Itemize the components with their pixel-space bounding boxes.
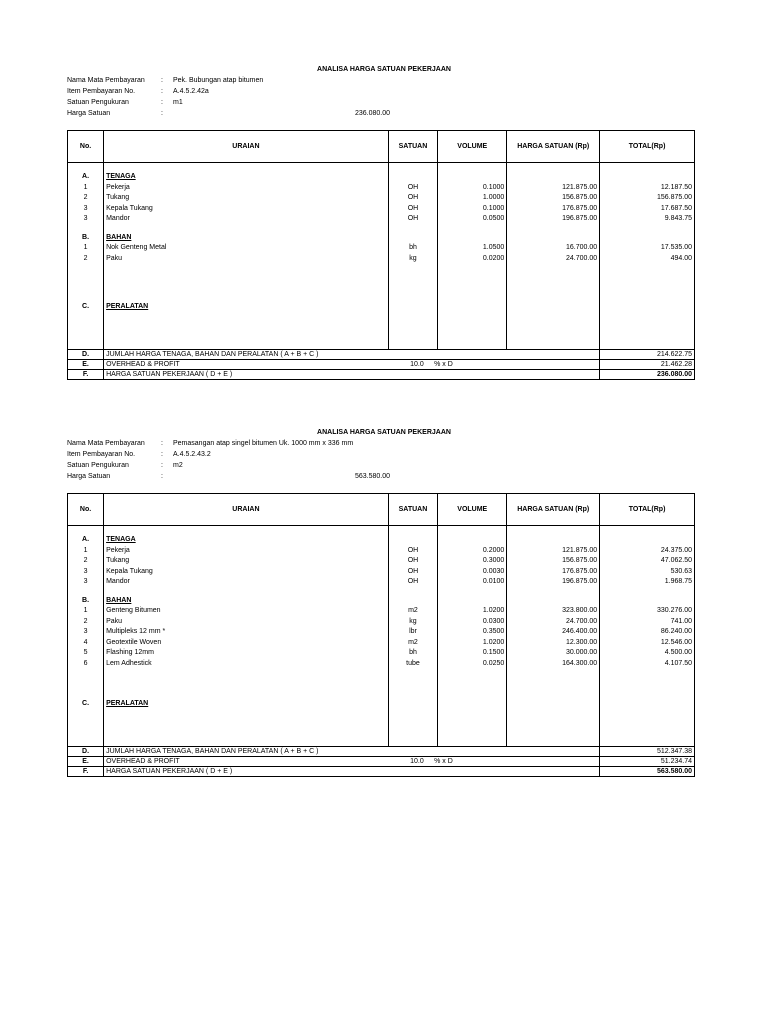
item-total: 12.187.50 bbox=[600, 183, 695, 194]
item-total: 4.500.00 bbox=[600, 648, 695, 659]
column-header: No. bbox=[68, 494, 104, 526]
item-volume: 0.3000 bbox=[438, 556, 507, 567]
item-description: Paku bbox=[104, 254, 389, 265]
header-colon: : bbox=[161, 88, 163, 95]
item-volume: 0.1000 bbox=[438, 183, 507, 194]
summary-total: 51.234.74 bbox=[600, 756, 695, 766]
summary-no: D. bbox=[68, 746, 104, 756]
section-name: BAHAN bbox=[104, 596, 389, 607]
item-volume: 0.0500 bbox=[438, 214, 507, 225]
item-description: Pekerja bbox=[104, 546, 389, 557]
summary-label-text: HARGA SATUAN PEKERJAAN ( D + E ) bbox=[106, 767, 233, 775]
summary-total: 236.080.00 bbox=[600, 369, 695, 379]
summary-no: F. bbox=[68, 766, 104, 776]
header-value: Pemasangan atap singel bitumen Uk. 1000 mm x 336 mm bbox=[173, 440, 354, 447]
item-row bbox=[68, 214, 695, 225]
item-unit: OH bbox=[388, 546, 438, 557]
cost-analysis-table bbox=[67, 130, 695, 380]
item-unit: OH bbox=[388, 183, 438, 194]
item-volume: 0.2000 bbox=[438, 546, 507, 557]
item-description: Genteng Bitumen bbox=[104, 606, 389, 617]
item-unit-price: 323.800.00 bbox=[507, 606, 600, 617]
item-volume: 0.0100 bbox=[438, 577, 507, 588]
table-header-row bbox=[68, 494, 695, 526]
section-no: A. bbox=[68, 535, 104, 546]
spacer-row bbox=[68, 313, 695, 350]
header-value: 563.580.00 bbox=[355, 473, 391, 480]
item-unit: tube bbox=[388, 659, 438, 670]
item-description: Tukang bbox=[104, 556, 389, 567]
item-no: 2 bbox=[68, 254, 104, 265]
overhead-percent: 10.0 bbox=[410, 757, 424, 765]
item-unit-price: 121.875.00 bbox=[507, 546, 600, 557]
sheet-title: ANALISA HARGA SATUAN PEKERJAAN bbox=[317, 66, 451, 73]
column-header: VOLUME bbox=[438, 131, 507, 163]
header-colon: : bbox=[161, 451, 163, 458]
item-unit-price: 30.000.00 bbox=[507, 648, 600, 659]
section-row bbox=[68, 596, 695, 607]
item-volume: 0.0200 bbox=[438, 254, 507, 265]
cost-analysis-table bbox=[67, 493, 695, 777]
header-value: m1 bbox=[173, 99, 183, 106]
section-no: C. bbox=[68, 699, 104, 710]
overhead-percent-text: % x D bbox=[434, 757, 453, 765]
header-value: A.4.5.2.43.2 bbox=[173, 451, 211, 458]
item-row bbox=[68, 183, 695, 194]
item-unit-price: 196.875.00 bbox=[507, 214, 600, 225]
column-header: SATUAN bbox=[388, 494, 438, 526]
item-no: 3 bbox=[68, 214, 104, 225]
item-volume: 0.1500 bbox=[438, 648, 507, 659]
item-unit: OH bbox=[388, 556, 438, 567]
summary-label bbox=[104, 746, 600, 756]
summary-label-text: JUMLAH HARGA TENAGA, BAHAN DAN PERALATAN ( A + B + C ) bbox=[106, 747, 319, 755]
item-unit-price: 164.300.00 bbox=[507, 659, 600, 670]
summary-total: 214.622.75 bbox=[600, 349, 695, 359]
item-no: 1 bbox=[68, 546, 104, 557]
item-row bbox=[68, 648, 695, 659]
item-no: 2 bbox=[68, 617, 104, 628]
item-total: 9.843.75 bbox=[600, 214, 695, 225]
item-no: 1 bbox=[68, 243, 104, 254]
item-row bbox=[68, 577, 695, 588]
section-row bbox=[68, 233, 695, 244]
item-unit-price: 176.875.00 bbox=[507, 204, 600, 215]
section-row bbox=[68, 302, 695, 313]
header-value: Pek. Bubungan atap bitumen bbox=[173, 77, 264, 84]
item-no: 3 bbox=[68, 204, 104, 215]
item-description: Mandor bbox=[104, 214, 389, 225]
item-total: 86.240.00 bbox=[600, 627, 695, 638]
header-label: Nama Mata Pembayaran bbox=[67, 440, 145, 447]
item-total: 12.546.00 bbox=[600, 638, 695, 649]
item-unit: OH bbox=[388, 567, 438, 578]
item-total: 47.062.50 bbox=[600, 556, 695, 567]
item-unit-price: 24.700.00 bbox=[507, 254, 600, 265]
item-no: 3 bbox=[68, 577, 104, 588]
item-row bbox=[68, 606, 695, 617]
section-row bbox=[68, 535, 695, 546]
item-row bbox=[68, 627, 695, 638]
item-unit: OH bbox=[388, 214, 438, 225]
item-description: Nok Genteng Metal bbox=[104, 243, 389, 254]
item-row bbox=[68, 243, 695, 254]
header-value: 236.080.00 bbox=[355, 110, 391, 117]
item-unit-price: 24.700.00 bbox=[507, 617, 600, 628]
item-total: 17.687.50 bbox=[600, 204, 695, 215]
item-no: 1 bbox=[68, 183, 104, 194]
item-volume: 0.3500 bbox=[438, 627, 507, 638]
header-label: Harga Satuan bbox=[67, 473, 111, 480]
summary-total: 512.347.38 bbox=[600, 746, 695, 756]
item-description: Kepala Tukang bbox=[104, 204, 389, 215]
item-total: 330.276.00 bbox=[600, 606, 695, 617]
column-header: URAIAN bbox=[104, 131, 389, 163]
summary-label bbox=[104, 766, 600, 776]
item-row bbox=[68, 204, 695, 215]
item-total: 17.535.00 bbox=[600, 243, 695, 254]
item-total: 1.968.75 bbox=[600, 577, 695, 588]
header-label: Item Pembayaran No. bbox=[67, 451, 136, 458]
item-unit: m2 bbox=[388, 638, 438, 649]
item-volume: 1.0000 bbox=[438, 193, 507, 204]
header-label: Satuan Pengukuran bbox=[67, 462, 129, 469]
header-colon: : bbox=[161, 77, 163, 84]
column-header: URAIAN bbox=[104, 494, 389, 526]
item-unit-price: 246.400.00 bbox=[507, 627, 600, 638]
summary-label-text: OVERHEAD & PROFIT bbox=[106, 360, 180, 368]
header-label: Nama Mata Pembayaran bbox=[67, 77, 145, 84]
section-name: TENAGA bbox=[104, 172, 389, 183]
item-unit-price: 121.875.00 bbox=[507, 183, 600, 194]
section-no: A. bbox=[68, 172, 104, 183]
summary-no: F. bbox=[68, 369, 104, 379]
item-volume: 1.0500 bbox=[438, 243, 507, 254]
summary-label bbox=[104, 359, 600, 369]
summary-row bbox=[68, 766, 695, 776]
item-unit: bh bbox=[388, 243, 438, 254]
item-description: Lem Adhestick bbox=[104, 659, 389, 670]
item-row bbox=[68, 556, 695, 567]
column-header: VOLUME bbox=[438, 494, 507, 526]
spacer-row bbox=[68, 264, 695, 302]
item-no: 2 bbox=[68, 556, 104, 567]
item-unit-price: 176.875.00 bbox=[507, 567, 600, 578]
item-volume: 0.0030 bbox=[438, 567, 507, 578]
overhead-percent-text: % x D bbox=[434, 360, 453, 368]
item-total: 494.00 bbox=[600, 254, 695, 265]
summary-row bbox=[68, 369, 695, 379]
summary-row bbox=[68, 349, 695, 359]
overhead-percent: 10.0 bbox=[410, 360, 424, 368]
summary-no: D. bbox=[68, 349, 104, 359]
item-volume: 0.1000 bbox=[438, 204, 507, 215]
item-row bbox=[68, 567, 695, 578]
summary-label-text: JUMLAH HARGA TENAGA, BAHAN DAN PERALATAN ( A + B + C ) bbox=[106, 350, 319, 358]
item-total: 24.375.00 bbox=[600, 546, 695, 557]
item-volume: 1.0200 bbox=[438, 638, 507, 649]
summary-total: 21.462.28 bbox=[600, 359, 695, 369]
item-unit: bh bbox=[388, 648, 438, 659]
sheet-title: ANALISA HARGA SATUAN PEKERJAAN bbox=[317, 429, 451, 436]
section-name: PERALATAN bbox=[104, 302, 389, 313]
item-unit: lbr bbox=[388, 627, 438, 638]
item-no: 2 bbox=[68, 193, 104, 204]
header-colon: : bbox=[161, 462, 163, 469]
item-unit: kg bbox=[388, 617, 438, 628]
item-row bbox=[68, 638, 695, 649]
column-header: SATUAN bbox=[388, 131, 438, 163]
item-total: 530.63 bbox=[600, 567, 695, 578]
column-header: TOTAL(Rp) bbox=[600, 494, 695, 526]
item-no: 1 bbox=[68, 606, 104, 617]
item-row bbox=[68, 193, 695, 204]
header-label: Item Pembayaran No. bbox=[67, 88, 136, 95]
section-no: B. bbox=[68, 233, 104, 244]
header-colon: : bbox=[161, 99, 163, 106]
item-unit-price: 16.700.00 bbox=[507, 243, 600, 254]
header-colon: : bbox=[161, 473, 163, 480]
item-unit: kg bbox=[388, 254, 438, 265]
header-colon: : bbox=[161, 110, 163, 117]
summary-row bbox=[68, 359, 695, 369]
summary-label bbox=[104, 756, 600, 766]
summary-row bbox=[68, 746, 695, 756]
spacer-row bbox=[68, 526, 695, 536]
spacer-row bbox=[68, 588, 695, 596]
item-row bbox=[68, 617, 695, 628]
summary-label-text: HARGA SATUAN PEKERJAAN ( D + E ) bbox=[106, 370, 233, 378]
header-colon: : bbox=[161, 440, 163, 447]
item-description: Paku bbox=[104, 617, 389, 628]
item-total: 741.00 bbox=[600, 617, 695, 628]
spacer-row bbox=[68, 669, 695, 699]
summary-label bbox=[104, 369, 600, 379]
item-unit: OH bbox=[388, 204, 438, 215]
summary-row bbox=[68, 756, 695, 766]
item-row bbox=[68, 659, 695, 670]
item-no: 3 bbox=[68, 627, 104, 638]
item-unit: m2 bbox=[388, 606, 438, 617]
section-name: TENAGA bbox=[104, 535, 389, 546]
item-description: Geotextile Woven bbox=[104, 638, 389, 649]
header-label: Harga Satuan bbox=[67, 110, 111, 117]
spacer-row bbox=[68, 225, 695, 233]
item-unit: OH bbox=[388, 193, 438, 204]
item-unit-price: 196.875.00 bbox=[507, 577, 600, 588]
summary-no: E. bbox=[68, 756, 104, 766]
item-unit-price: 156.875.00 bbox=[507, 556, 600, 567]
column-header: No. bbox=[68, 131, 104, 163]
section-name: PERALATAN bbox=[104, 699, 389, 710]
column-header: HARGA SATUAN (Rp) bbox=[507, 131, 600, 163]
section-row bbox=[68, 699, 695, 710]
item-volume: 1.0200 bbox=[438, 606, 507, 617]
item-description: Kepala Tukang bbox=[104, 567, 389, 578]
item-no: 4 bbox=[68, 638, 104, 649]
item-description: Multipleks 12 mm * bbox=[104, 627, 389, 638]
item-unit: OH bbox=[388, 577, 438, 588]
item-description: Pekerja bbox=[104, 183, 389, 194]
summary-label-text: OVERHEAD & PROFIT bbox=[106, 757, 180, 765]
header-value: A.4.5.2.42a bbox=[173, 88, 209, 95]
column-header: TOTAL(Rp) bbox=[600, 131, 695, 163]
item-no: 3 bbox=[68, 567, 104, 578]
table-header-row bbox=[68, 131, 695, 163]
item-volume: 0.0300 bbox=[438, 617, 507, 628]
item-volume: 0.0250 bbox=[438, 659, 507, 670]
header-value: m2 bbox=[173, 462, 183, 469]
spacer-row bbox=[68, 163, 695, 173]
item-unit-price: 12.300.00 bbox=[507, 638, 600, 649]
summary-label bbox=[104, 349, 600, 359]
header-label: Satuan Pengukuran bbox=[67, 99, 129, 106]
summary-no: E. bbox=[68, 359, 104, 369]
item-description: Tukang bbox=[104, 193, 389, 204]
section-no: B. bbox=[68, 596, 104, 607]
section-name: BAHAN bbox=[104, 233, 389, 244]
item-description: Mandor bbox=[104, 577, 389, 588]
item-total: 4.107.50 bbox=[600, 659, 695, 670]
spacer-row bbox=[68, 710, 695, 747]
summary-total: 563.580.00 bbox=[600, 766, 695, 776]
item-row bbox=[68, 546, 695, 557]
item-unit-price: 156.875.00 bbox=[507, 193, 600, 204]
column-header: HARGA SATUAN (Rp) bbox=[507, 494, 600, 526]
item-description: Flashing 12mm bbox=[104, 648, 389, 659]
item-no: 5 bbox=[68, 648, 104, 659]
item-row bbox=[68, 254, 695, 265]
item-no: 6 bbox=[68, 659, 104, 670]
section-no: C. bbox=[68, 302, 104, 313]
item-total: 156.875.00 bbox=[600, 193, 695, 204]
section-row bbox=[68, 172, 695, 183]
